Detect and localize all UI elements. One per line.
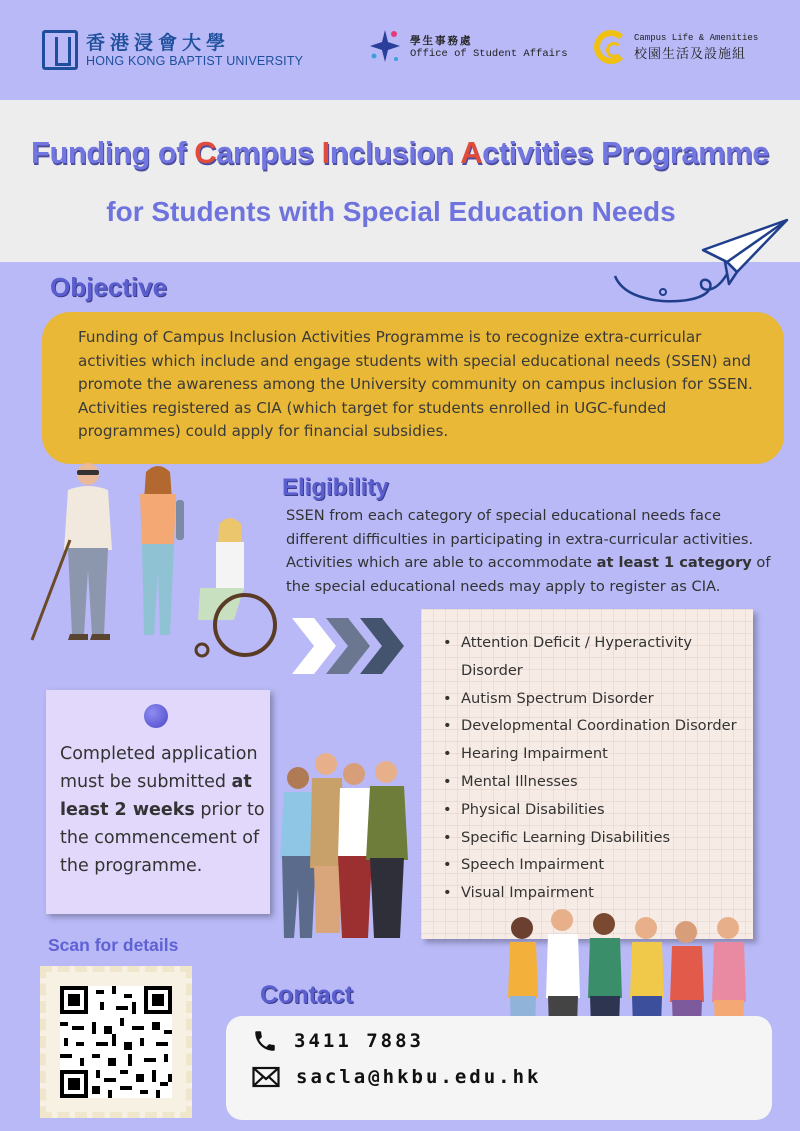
contact-email-row <box>252 1066 541 1088</box>
chevron-arrows-icon <box>292 616 404 676</box>
deadline-note: Completed application must be submitted at least 2 weeks prior to the commencement of the programme. <box>46 690 270 914</box>
hkbu-logo-icon <box>42 30 78 70</box>
sen-categories-card <box>421 609 753 939</box>
osa-name-en: Office of Student Affairs <box>410 47 568 60</box>
mail-icon <box>252 1066 280 1088</box>
qr-code-frame <box>40 966 192 1118</box>
contact-phone-row <box>252 1028 424 1054</box>
cla-logo-icon <box>594 30 628 64</box>
phone-icon <box>252 1028 278 1054</box>
page-title: Funding of Campus Inclusion Activities Programme <box>31 135 769 170</box>
paper-plane-icon <box>605 212 795 308</box>
list-item: • Speech Impairment <box>443 851 753 879</box>
sen-categories-list <box>443 629 753 907</box>
osa-logo <box>368 26 568 66</box>
people-with-disabilities-illustration <box>30 460 285 660</box>
objective-text: Funding of Campus Inclusion Activities Programme is to recognize extra-curricular activities which include and engage students with special educational needs (SSEN) and promote the awareness among the University community on campus inclusion for SSEN. Activities registered as CIA (which target for students enrolled in UGC-funded programmes) could apply for financial subsidies. <box>78 328 753 440</box>
eligibility-text: SSEN from each category of special educational needs face different difficulties in participating in extra-curricular activities. Activities which are able to accommodate at least 1 category of the special educational needs may apply to register as CIA. <box>286 507 771 595</box>
list-item: • Specific Learning Disabilities <box>443 824 753 852</box>
page-subtitle: for Students with Special Education Needs <box>106 196 676 227</box>
objective-box <box>42 312 784 464</box>
hkbu-logo <box>42 30 303 70</box>
hkbu-name-en: HONG KONG BAPTIST UNIVERSITY <box>86 54 304 68</box>
hkbu-name-zh: 香港浸會大學 <box>86 32 231 54</box>
list-item: • Hearing Impairment <box>443 740 753 768</box>
contact-box <box>226 1016 772 1120</box>
list-item: • Autism Spectrum Disorder <box>443 685 753 713</box>
cla-logo <box>594 30 758 64</box>
sparkle-logo-icon <box>368 26 402 66</box>
list-item: • Developmental Coordination Disorder <box>443 712 753 740</box>
cla-name-en: Campus Life & Amenities <box>634 32 759 43</box>
scan-label: Scan for details <box>48 935 179 955</box>
objective-heading: Objective <box>50 272 168 302</box>
friends-group-illustration <box>262 748 432 943</box>
pushpin-icon <box>144 704 168 728</box>
osa-name-zh: 學生事務處 <box>410 34 473 47</box>
eligibility-heading: Eligibility <box>282 474 389 501</box>
list-item: • Physical Disabilities <box>443 796 753 824</box>
list-item: • Visual Impairment <box>443 879 753 907</box>
cla-name-zh: 校園生活及設施組 <box>634 46 747 62</box>
contact-phone[interactable]: 3411 7883 <box>294 1030 424 1052</box>
contact-heading: Contact <box>260 981 354 1009</box>
list-item: • Mental Illnesses <box>443 768 753 796</box>
list-item: • Attention Deficit / Hyperactivity Disorder <box>443 629 753 685</box>
qr-code-icon[interactable] <box>60 986 172 1098</box>
contact-email[interactable]: sacla@hkbu.edu.hk <box>296 1066 542 1088</box>
